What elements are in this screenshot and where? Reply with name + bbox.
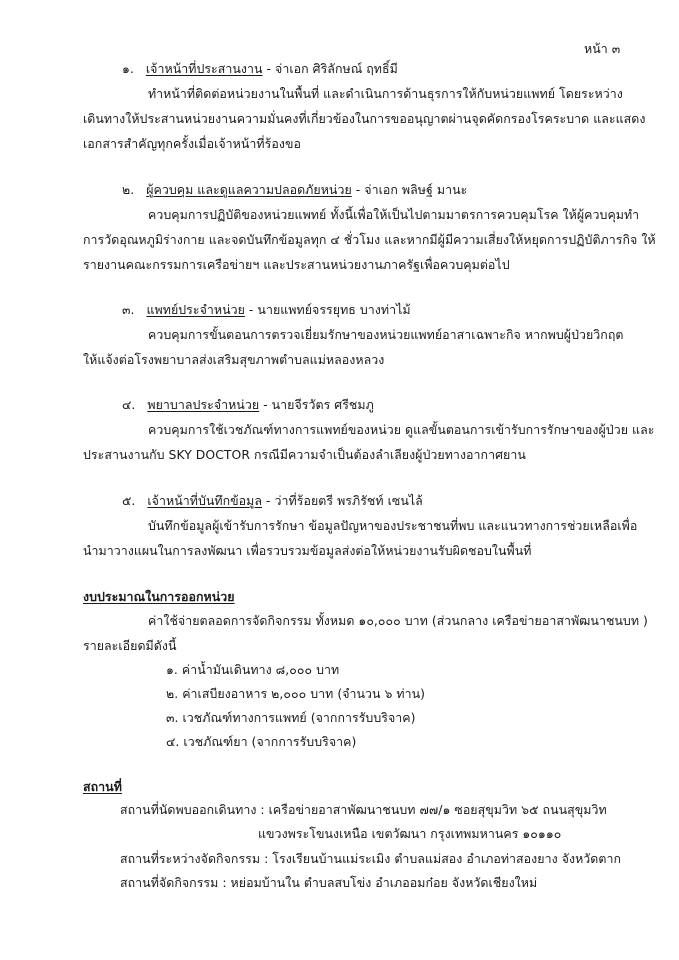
staff-description-line: ควบคุมการขั้นตอนการตรวจเยี่ยมรักษาของหน่วยแพทย์อาสาเฉพาะกิจ หากพบผู้ป่วยวิกฤต xyxy=(148,327,624,342)
staff-role: พยาบาลประจำหน่วย xyxy=(147,397,260,412)
venue-line: สถานที่นัดพบออกเดินทาง : เครือข่ายอาสาพัฒนาชนบท ๗๗/๑ ซอยสุขุมวิท ๖๕ ถนนสุขุมวิท xyxy=(120,802,607,817)
staff-description-line: ควบคุมการใช้เวชภัณฑ์ทางการแพทย์ของหน่วย ดูแลขั้นตอนการเข้ารับการรักษาของผู้ป่วย และ xyxy=(148,422,655,437)
budget-item: ๓. เวชภัณฑ์ทางการแพทย์ (จากการรับบริจาค) xyxy=(166,710,416,725)
staff-description-line: ควบคุมการปฏิบัติของหน่วยแพทย์ ทั้งนี้เพื่อให้เป็นไปตามมาตรการควบคุมโรค ให้ผู้ควบคุมทำ xyxy=(148,207,640,222)
staff-description-line: ประสานงานกับ SKY DOCTOR กรณีมีความจำเป็นต้องลำเลียงผู้ป่วยทางอากาศยาน xyxy=(83,447,526,462)
venue-heading: สถานที่ xyxy=(83,779,122,794)
venue-line: แขวงพระโขนงเหนือ เขตวัฒนา กรุงเทพมหานคร ๑๐๑๑๐ xyxy=(258,826,562,841)
staff-role: แพทย์ประจำหน่วย xyxy=(146,302,245,317)
staff-heading xyxy=(122,181,467,199)
staff-person: - นายจีรวัตร ศรีชมภู xyxy=(259,397,374,412)
page-number: หน้า ๓ xyxy=(584,41,621,56)
staff-role: ผู้ควบคุม และดูแลความปลอดภัยหน่วย xyxy=(146,182,352,197)
staff-person: - จ่าเอก พลิษฐ์ มานะ xyxy=(351,182,468,197)
staff-person: - นายแพทย์จรรยุทธ บางท่าไม้ xyxy=(244,302,411,317)
budget-item: ๔. เวชภัณฑ์ยา (จากการรับบริจาค) xyxy=(166,734,357,749)
staff-role: เจ้าหน้าที่ประสานงาน xyxy=(145,61,263,76)
staff-number: ๕. xyxy=(122,493,136,508)
budget-summary: ค่าใช้จ่ายตลอดการจัดกิจกรรม ทั้งหมด ๑๐,๐๐๐ บาท (ส่วนกลาง เครือข่ายอาสาพัฒนาชนบท ) xyxy=(148,613,648,628)
staff-heading xyxy=(122,60,398,78)
budget-detail-label: รายละเอียดมีดังนี้ xyxy=(83,638,177,653)
staff-description-line: บันทึกข้อมูลผู้เข้ารับการรักษา ข้อมูลปัญหาของประชาชนที่พบ และแนวทางการช่วยเหลือเพื่อ xyxy=(148,518,638,533)
staff-number: ๓. xyxy=(122,302,135,317)
budget-item: ๒. ค่าเสบียงอาหาร ๒,๐๐๐ บาท (จำนวน ๖ ท่าน) xyxy=(166,686,426,701)
staff-person: - ว่าที่ร้อยตรี พรภิรัชท์ เซนไล้ xyxy=(262,493,423,508)
staff-description-line: การวัดอุณหภูมิร่างกาย และจดบันทึกข้อมูลทุก ๔ ชั่วโมง และหากมีผู้มีความเสี่ยงให้หยุดการปฏิบัติภารกิจ ให้ xyxy=(83,232,656,247)
staff-description-line: เอกสารสำคัญทุกครั้งเมื่อเจ้าหน้าที่ร้องขอ xyxy=(83,136,301,151)
staff-heading xyxy=(122,492,423,510)
staff-number: ๑. xyxy=(122,61,134,76)
staff-number: ๔. xyxy=(122,397,136,412)
staff-description-line: ทำหน้าที่ติดต่อหน่วยงานในพื้นที่ และดำเนินการด้านธุรการให้กับหน่วยแพทย์ โดยระหว่าง xyxy=(148,86,623,101)
staff-description-line: นำมาวางแผนในการลงพัฒนา เพื่อรวบรวมข้อมูลส่งต่อให้หน่วยงานรับผิดชอบในพื้นที่ xyxy=(83,543,532,558)
venue-line: สถานที่จัดกิจกรรม : หย่อมบ้านใน ตำบลสบโข่ง อำเภออมก๋อย จังหวัดเชียงใหม่ xyxy=(120,875,538,890)
staff-description-line: เดินทางให้ประสานหน่วยงานความมั่นคงที่เกี่ยวข้องในการขออนุญาตผ่านจุดคัดกรองโรคระบาด และแสดง xyxy=(83,111,646,126)
staff-description-line: รายงานคณะกรรมการเครือข่ายฯ และประสานหน่วยงานภาครัฐเพื่อควบคุมต่อไป xyxy=(83,257,510,272)
staff-description-line: ให้แจ้งต่อโรงพยาบาลส่งเสริมสุขภาพตำบลแม่หลองหลวง xyxy=(83,352,385,367)
staff-person: - จ่าเอก ศิริลักษณ์ ฤทธิ์มี xyxy=(262,61,398,76)
staff-number: ๒. xyxy=(122,182,135,197)
venue-line: สถานที่ระหว่างจัดกิจกรรม : โรงเรียนบ้านแม่ระเมิง ตำบลแม่สอง อำเภอท่าสองยาง จังหวัดตาก xyxy=(120,851,622,866)
staff-heading xyxy=(122,301,411,319)
staff-role: เจ้าหน้าที่บันทึกข้อมูล xyxy=(147,493,263,508)
budget-heading: งบประมาณในการออกหน่วย xyxy=(83,589,235,604)
budget-item: ๑. ค่าน้ำมันเดินทาง ๘,๐๐๐ บาท xyxy=(166,662,340,677)
staff-heading xyxy=(122,396,374,414)
